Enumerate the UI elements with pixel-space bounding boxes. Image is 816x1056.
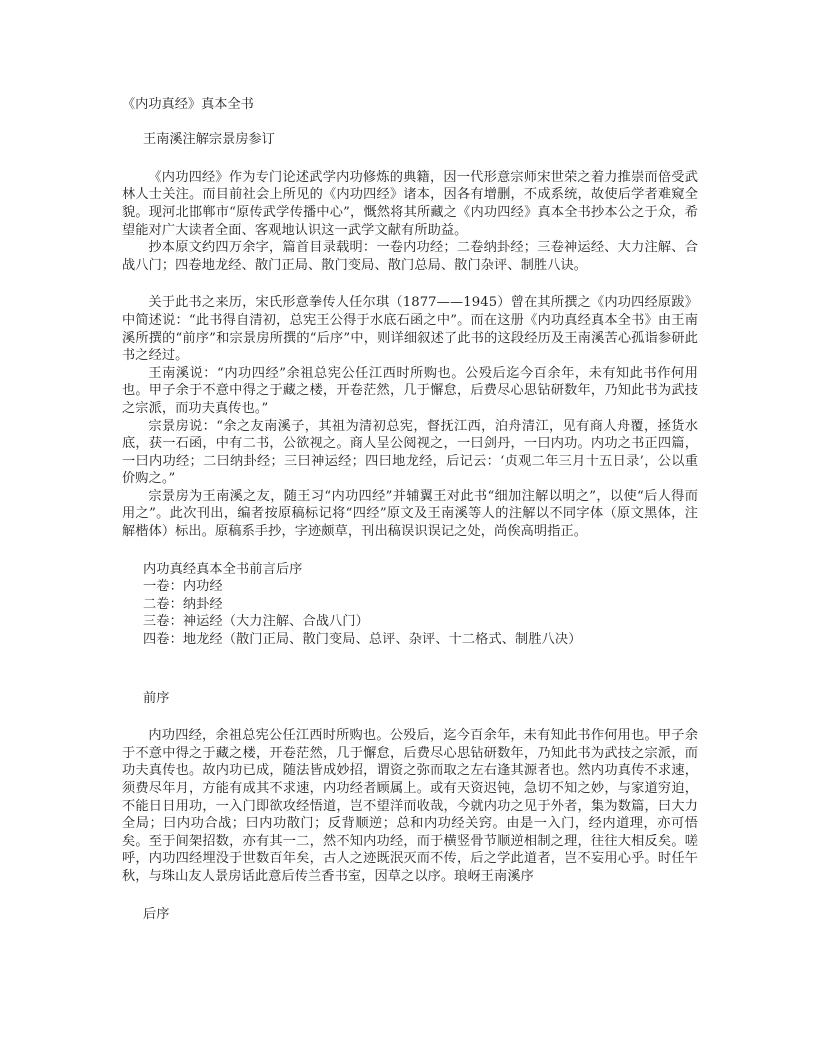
intro-paragraph-3: 关于此书之来历，宋氏形意拳传人任尔琪（1877——1945）曾在其所撰之《内功四经原跋》中简述说：“此书得自清初，总宪王公得于水底石函之中”。而在这册《内功真经真本全书》由王南溪所撰的“前序”和宗景房所撰的“后序”中，则详细叙述了此书的这段经历及王南溪苦心孤诣参研此书之经过。 bbox=[122, 295, 698, 364]
document-subtitle: 王南溪注解宗景房参订 bbox=[143, 132, 275, 148]
toc-header: 内功真经真本全书前言后序 bbox=[143, 561, 303, 577]
spacer bbox=[122, 114, 698, 132]
table-of-contents bbox=[122, 561, 698, 649]
intro-paragraph-5: 宗景房说：“余之友南溪子，其祖为清初总宪，督抚江西，泊舟清江，见有商人舟覆，拯货水底，获一石函，中有二书，公欲视之。商人呈公阅视之，一曰剑丹，一曰内功。内功之书正四篇，一曰内功经；二曰纳卦经；三曰神运经；四曰地龙经，后记云：‘贞观二年三月十五日录’，公以重价购之。” bbox=[122, 418, 698, 487]
document-body bbox=[122, 96, 698, 923]
preface-heading: 前序 bbox=[143, 690, 170, 706]
intro-paragraph-1: 《内功四经》作为专门论述武学内功修炼的典籍，因一代形意宗师宋世荣之着力推崇而倍受武林人士关注。而目前社会上所见的《内功四经》诸本，因各有增删，不成系统，故使后学者难窥全貌。现河北邯郸市“原传武学传播中心”，慨然将其所藏之《内功四经》真本全书抄本公之于众，希望能对广大读者全面、客观地认识这一武学文献有所助益。 bbox=[122, 169, 698, 238]
intro-paragraph-2: 抄本原文约四万余字，篇首目录载明：一卷内功经；二卷纳卦经；三卷神运经、大力注解、合战八门；四卷地龙经、散门正局、散门变局、散门总局、散门杂评、制胜八诀。 bbox=[122, 240, 698, 273]
intro-paragraph-6: 宗景房为王南溪之友，随王习“内功四经”并辅翼王对此书“细加注解以明之”，以使“后人得而用之”。此次刊出，编者按原稿标记将“四经”原文及王南溪等人的注解以不同字体（原文黑体，注解楷体）标出。原稿系手抄，字迹颇草，刊出稿误识误记之处，尚俟高明指正。 bbox=[122, 488, 698, 540]
postface-heading: 后序 bbox=[143, 906, 170, 922]
preface-body: 内功四经，余祖总宪公任江西时所购也。公殁后，迄今百余年，未有知此书作何用也。甲子余于不意中得之于藏之楼，开卷茫然，几于懈怠，后费尽心思钻研数年，乃知此书为武技之宗派，而功夫真传也。故内功已成，随法皆成妙招，谓资之弥而取之左右逢其源者也。然内功真传不求速，须费尽年月，方能有成其不求速，内功经者顾属上。或有天资迟钝，急切不知之妙，与家道穷迫，不能日日用功，一入门即欲攻经悟道，岂不望洋而收哉，今就内功之见于外者，集为数篇，曰大力全局；曰内功合战；曰内功散门；反背顺逆；总和内功经关窍。由是一入门，经内道理，亦可悟矣。至于间架招数，亦有其一二，然不知内功经，而于横竖骨节顺逆相制之理，往往大相反矣。嗟呼，内功四经埋没于世数百年矣，古人之迹既泯灭而不传，后之学此道者，岂不妄用心乎。时任午秋，与珠山友人景房话此意后传兰香书室，因草之以序。琅岈王南溪序 bbox=[122, 728, 698, 884]
toc-item-volume-3: 三卷：神运经（大力注解、合战八门） bbox=[143, 614, 369, 630]
spacer bbox=[122, 886, 698, 906]
spacer bbox=[122, 649, 698, 690]
spacer bbox=[122, 149, 698, 169]
spacer bbox=[122, 274, 698, 294]
intro-paragraph-4: 王南溪说：“内功四经”余祖总宪公任江西时所购也。公殁后迄今百余年，未有知此书作何用也。甲子余于不意中得之于藏之楼，开卷茫然，几于懈怠，后费尽心思钻研数年，乃知此书为武技之宗派，而功夫真传也。” bbox=[122, 365, 698, 416]
page-title: 《内功真经》真本全书 bbox=[122, 97, 254, 112]
toc-item-volume-4: 四卷：地龙经（散门正局、散门变局、总评、杂评、十二格式、制胜八决） bbox=[143, 632, 582, 648]
toc-item-volume-2: 二卷：纳卦经 bbox=[143, 596, 223, 612]
spacer bbox=[122, 541, 698, 561]
spacer bbox=[122, 707, 698, 727]
toc-item-volume-1: 一卷：内功经 bbox=[143, 579, 223, 595]
